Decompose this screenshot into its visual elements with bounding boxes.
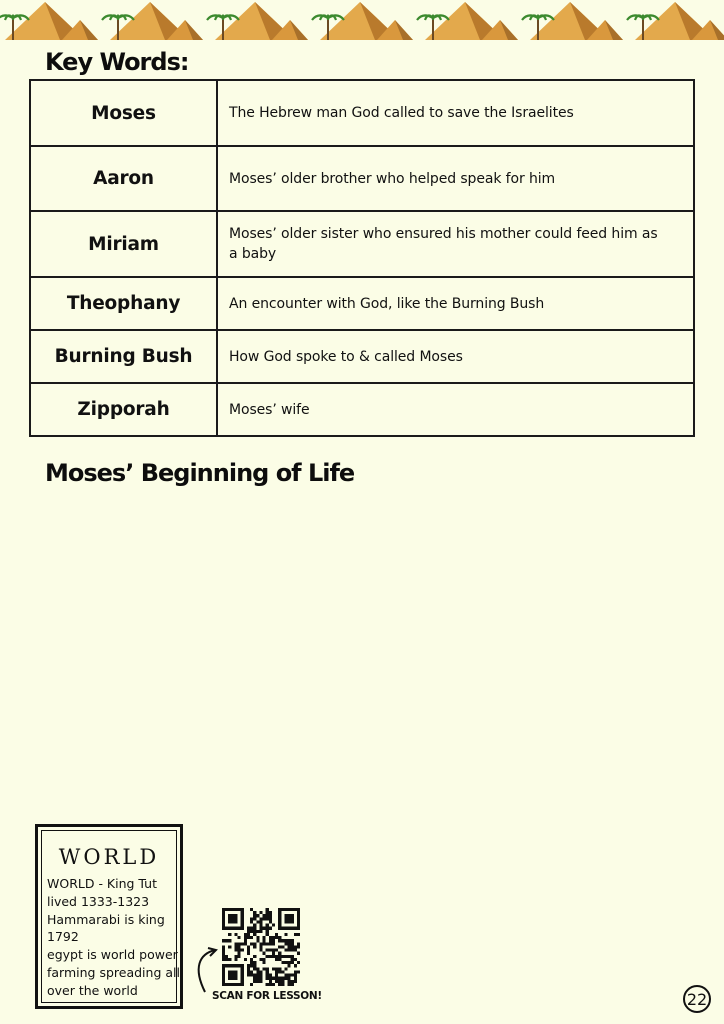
world-line: over the world <box>47 982 138 998</box>
definition-cell: Moses’ older sister who ensured his mother could feed him as a baby <box>217 211 694 277</box>
term-cell: Zipporah <box>30 383 217 436</box>
world-info-box <box>35 824 183 1009</box>
section-title: Moses’ Beginning of Life <box>45 459 355 487</box>
term-cell: Miriam <box>30 211 217 277</box>
table-row <box>30 211 694 277</box>
world-line: Hammarabi is king <box>47 911 165 927</box>
table-row <box>30 383 694 436</box>
key-words-title: Key Words: <box>45 48 189 76</box>
definition-cell: The Hebrew man God called to save the Israelites <box>217 80 694 146</box>
world-heading: WORLD <box>58 845 160 869</box>
table-row <box>30 330 694 383</box>
world-line: WORLD - King Tut <box>47 876 157 891</box>
world-text <box>47 875 181 1000</box>
world-line: 1792 <box>47 929 79 945</box>
term-cell: Theophany <box>30 277 217 330</box>
world-line: egypt is world power <box>47 947 178 963</box>
world-line: lived 1333-1323 <box>47 893 150 909</box>
key-words-table <box>29 79 695 437</box>
table-row <box>30 277 694 330</box>
definition-cell: Moses’ wife <box>217 383 694 436</box>
world-line: farming spreading all <box>47 964 180 980</box>
page-number: 22 <box>683 985 711 1013</box>
scan-for-lesson-label: SCAN FOR LESSON! <box>212 990 322 1002</box>
table-row <box>30 146 694 211</box>
definition-cell: Moses’ older brother who helped speak for him <box>217 146 694 211</box>
pyramid-banner <box>0 0 724 42</box>
term-cell: Burning Bush <box>30 330 217 383</box>
term-cell: Aaron <box>30 146 217 211</box>
term-cell: Moses <box>30 80 217 146</box>
definition-cell: How God spoke to & called Moses <box>217 330 694 383</box>
definition-cell: An encounter with God, like the Burning Bush <box>217 277 694 330</box>
qr-code[interactable] <box>222 908 300 986</box>
table-row <box>30 80 694 146</box>
